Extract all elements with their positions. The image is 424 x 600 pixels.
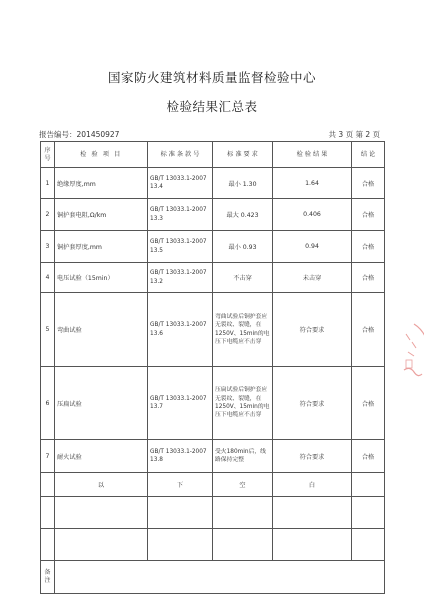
row-clause: GB/T 13033.1-2007 13.3 bbox=[148, 199, 213, 231]
table-row bbox=[41, 168, 385, 199]
table-row bbox=[41, 367, 385, 440]
remarks-content bbox=[55, 561, 385, 594]
row-no: 1 bbox=[41, 168, 55, 199]
row-item: 压扁试验 bbox=[55, 367, 148, 440]
row-conclusion: 合格 bbox=[352, 440, 385, 473]
row-conclusion: 合格 bbox=[352, 199, 385, 231]
col-header-item: 检 验 项 目 bbox=[55, 142, 148, 168]
empty-cell bbox=[213, 529, 273, 561]
row-no: 3 bbox=[41, 231, 55, 263]
empty-row bbox=[41, 529, 385, 561]
row-item: 铜护套厚度,mm bbox=[55, 231, 148, 263]
page-info: 共 3 页 第 2 页 bbox=[328, 130, 380, 139]
blank-text-4: 白 bbox=[273, 473, 352, 497]
table-row bbox=[41, 440, 385, 473]
empty-cell bbox=[213, 497, 273, 529]
row-result: 符合要求 bbox=[273, 367, 352, 440]
empty-cell bbox=[55, 529, 148, 561]
table-row bbox=[41, 293, 385, 367]
row-clause: GB/T 13033.1-2007 13.4 bbox=[148, 168, 213, 199]
col-header-requirement: 标 准 要 求 bbox=[213, 142, 273, 168]
row-requirement: 最小 0.93 bbox=[213, 231, 273, 263]
col-header-result: 检 验 结 果 bbox=[273, 142, 352, 168]
empty-cell bbox=[352, 529, 385, 561]
empty-cell bbox=[148, 529, 213, 561]
row-clause: GB/T 13033.1-2007 13.8 bbox=[148, 440, 213, 473]
row-clause: GB/T 13033.1-2007 13.5 bbox=[148, 231, 213, 263]
empty-cell bbox=[352, 497, 385, 529]
row-conclusion: 合格 bbox=[352, 168, 385, 199]
empty-cell bbox=[41, 497, 55, 529]
row-result: 符合要求 bbox=[273, 440, 352, 473]
table-title: 检验结果汇总表 bbox=[166, 99, 258, 114]
row-result: 0.94 bbox=[273, 231, 352, 263]
row-conclusion: 合格 bbox=[352, 231, 385, 263]
blank-row bbox=[41, 473, 385, 497]
row-requirement: 最小 1.30 bbox=[213, 168, 273, 199]
col-header-clause: 标 准 条 款 号 bbox=[148, 142, 213, 168]
row-item: 电压试验（15min） bbox=[55, 263, 148, 293]
empty-cell bbox=[273, 497, 352, 529]
remarks-row bbox=[41, 561, 385, 594]
col-header-conclusion: 结 论 bbox=[352, 142, 385, 168]
row-requirement: 压扁试验后铜护套应无裂纹、裂缝，在1250V、15min的电压下电缆应不击穿 bbox=[213, 367, 273, 440]
row-no: 2 bbox=[41, 199, 55, 231]
blank-cell bbox=[41, 473, 55, 497]
row-conclusion: 合格 bbox=[352, 367, 385, 440]
table-row bbox=[41, 231, 385, 263]
table-row bbox=[41, 263, 385, 293]
blank-cell bbox=[352, 473, 385, 497]
row-no: 7 bbox=[41, 440, 55, 473]
row-clause: GB/T 13033.1-2007 13.2 bbox=[148, 263, 213, 293]
row-no: 6 bbox=[41, 367, 55, 440]
empty-row bbox=[41, 497, 385, 529]
row-no: 5 bbox=[41, 293, 55, 367]
row-no: 4 bbox=[41, 263, 55, 293]
remarks-label: 备注 bbox=[41, 561, 55, 594]
row-requirement: 受火180min后，线路保持完整 bbox=[213, 440, 273, 473]
row-requirement: 最大 0.423 bbox=[213, 199, 273, 231]
red-seal-stamp bbox=[400, 322, 424, 392]
row-result: 1.64 bbox=[273, 168, 352, 199]
center-title: 国家防火建筑材料质量监督检验中心 bbox=[107, 70, 316, 85]
row-item: 绝缘厚度,mm bbox=[55, 168, 148, 199]
row-conclusion: 合格 bbox=[352, 263, 385, 293]
blank-text-3: 空 bbox=[213, 473, 273, 497]
row-item: 弯曲试验 bbox=[55, 293, 148, 367]
row-result: 未击穿 bbox=[273, 263, 352, 293]
row-clause: GB/T 13033.1-2007 13.6 bbox=[148, 293, 213, 367]
row-item: 铜护套电阻,Ω/km bbox=[55, 199, 148, 231]
row-result: 符合要求 bbox=[273, 293, 352, 367]
row-clause: GB/T 13033.1-2007 13.7 bbox=[148, 367, 213, 440]
row-conclusion: 合格 bbox=[352, 293, 385, 367]
blank-text-2: 下 bbox=[148, 473, 213, 497]
empty-cell bbox=[148, 497, 213, 529]
results-table bbox=[40, 141, 385, 594]
empty-cell bbox=[273, 529, 352, 561]
blank-text-1: 以 bbox=[55, 473, 148, 497]
table-header-row bbox=[41, 142, 385, 168]
row-requirement: 不击穿 bbox=[213, 263, 273, 293]
row-item: 耐火试验 bbox=[55, 440, 148, 473]
empty-cell bbox=[41, 529, 55, 561]
row-requirement: 弯曲试验后铜护套应无裂纹、裂缝，在1250V、15min的电压下电缆应不击穿 bbox=[213, 293, 273, 367]
empty-cell bbox=[55, 497, 148, 529]
col-header-no: 序号 bbox=[41, 142, 55, 168]
row-result: 0.406 bbox=[273, 199, 352, 231]
report-number: 报告编号：201450927 bbox=[39, 130, 120, 139]
table-row bbox=[41, 199, 385, 231]
